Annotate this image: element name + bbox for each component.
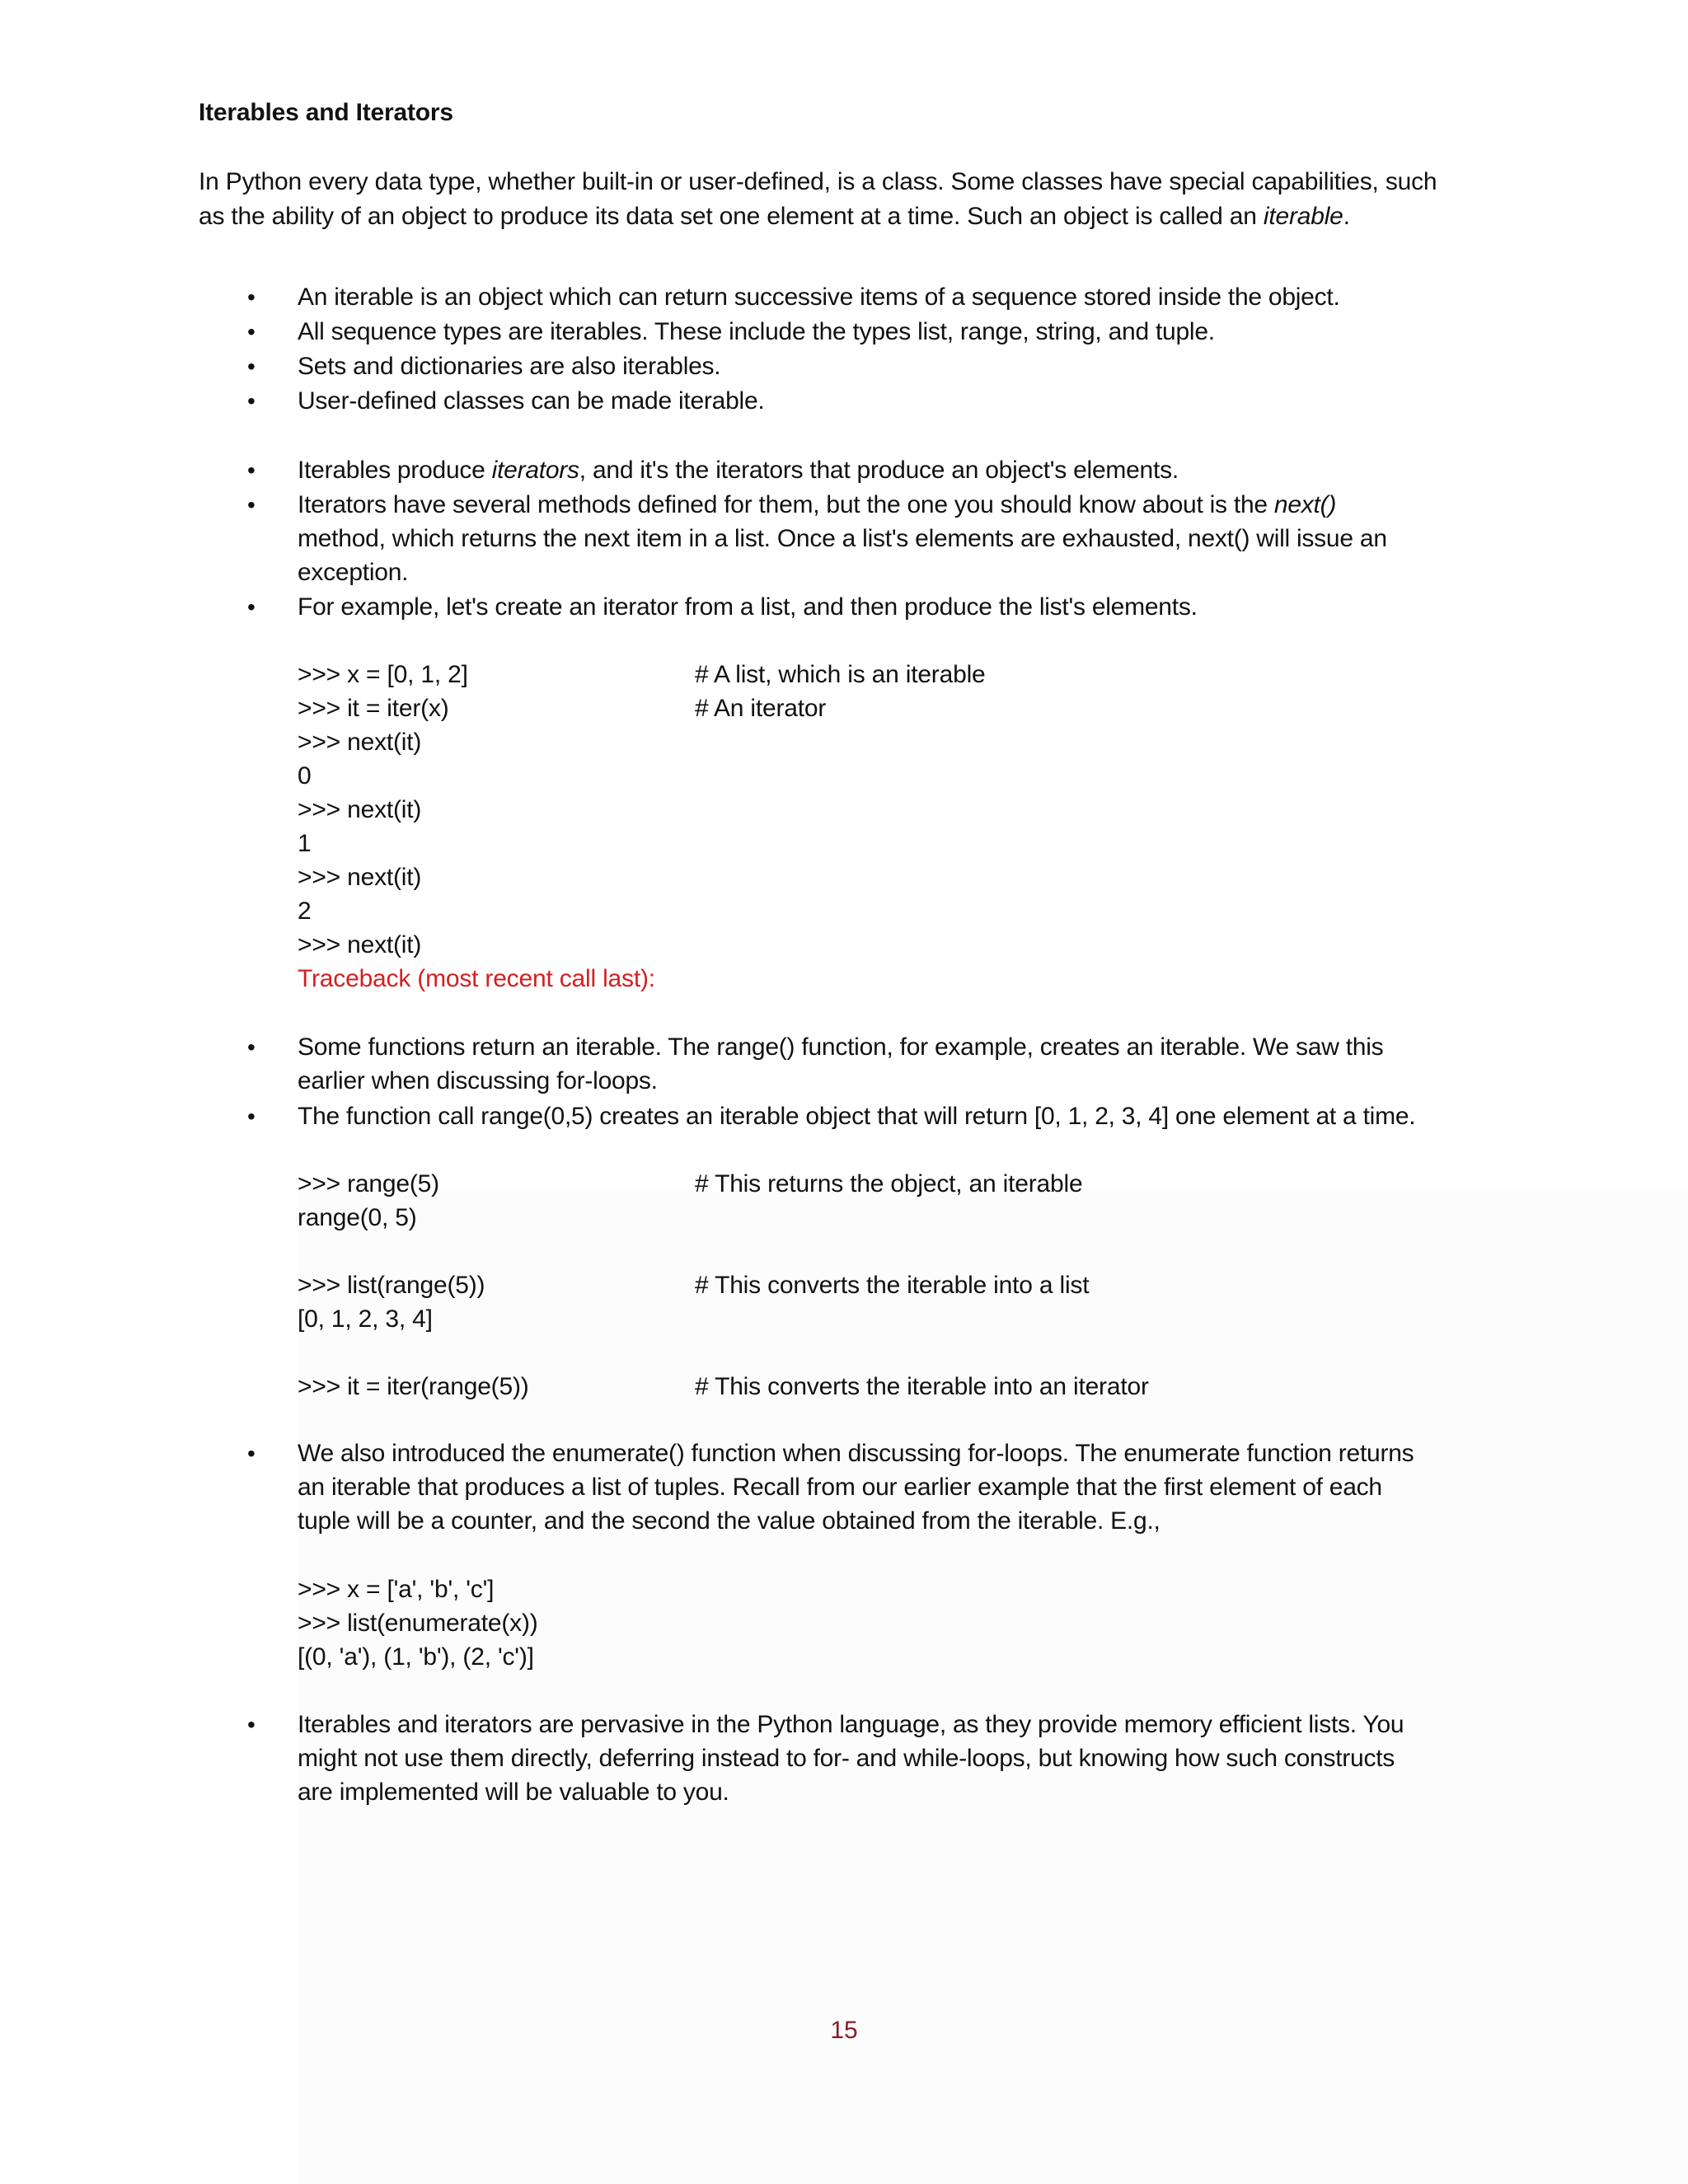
code-block-iter-range — [298, 1370, 1149, 1404]
list-item-text: The function call range(0,5) creates an iterable object that will return [0, 1, 2, 3, 4] one element at a time. — [298, 1103, 1416, 1130]
list-item-line-2: might not use them directly, deferring instead to for- and while-loops, but knowing how such constructs — [298, 1745, 1395, 1772]
code-comment: # This converts the iterable into a list — [695, 1272, 1090, 1299]
code-output: 0 — [298, 762, 312, 790]
code-output: [(0, 'a'), (1, 'b'), (2, 'c')] — [298, 1643, 534, 1671]
list-item-line-3: tuple will be a counter, and the second the value obtained from the iterable. E.g., — [298, 1507, 1160, 1535]
intro-line-2-text: as the ability of an object to produce its data set one element at a time. Such an object is called an — [199, 203, 1264, 230]
code-line — [298, 860, 655, 894]
code-line — [298, 793, 655, 827]
list-item-text — [298, 453, 1509, 487]
traceback-line: Traceback (most recent call last): — [298, 965, 655, 992]
code-line — [298, 658, 986, 691]
code-line — [298, 928, 655, 962]
code-line — [298, 725, 655, 759]
code-text: >>> it = iter(x) — [298, 695, 449, 722]
code-block-iterator-example — [298, 658, 986, 996]
list-item-text: User-defined classes can be made iterable. — [298, 387, 765, 415]
intro-line-2-end: . — [1343, 203, 1350, 230]
next-method-term: next() — [1273, 491, 1337, 518]
list-item-line-3: are implemented will be valuable to you. — [298, 1779, 729, 1806]
list-item — [247, 1030, 1509, 1098]
bullet-marker: • — [247, 594, 256, 620]
list-item-text-part: , and it's the iterators that produce an object's elements. — [579, 457, 1179, 484]
iterators-term: iterators — [491, 457, 579, 484]
code-text: >>> range(5) — [298, 1170, 439, 1197]
code-line — [298, 1370, 1149, 1404]
list-item-text-part: Iterables produce — [298, 457, 492, 484]
list-item-line-2: earlier when discussing for-loops. — [298, 1067, 658, 1094]
list-item — [247, 280, 1509, 314]
bullet-marker: • — [247, 492, 256, 518]
list-item-line-3: exception. — [298, 559, 409, 586]
page-shading — [298, 1191, 1688, 2184]
list-item — [247, 590, 1509, 624]
list-item-line-1: We also introduced the enumerate() function when discussing for-loops. The enumerate function returns — [298, 1440, 1414, 1467]
list-item-line-1: Some functions return an iterable. The range() function, for example, creates an iterable. We saw this — [298, 1033, 1384, 1061]
code-text: >>> it = iter(range(5)) — [298, 1373, 529, 1400]
code-block-list-range — [298, 1268, 1090, 1336]
list-item — [247, 488, 1509, 589]
list-item-line-2: method, which returns the next item in a list. Once a list's elements are exhausted, next() will issue an — [298, 525, 1387, 552]
code-line — [298, 1302, 485, 1336]
code-line — [298, 1201, 439, 1235]
intro-line-2 — [199, 199, 1550, 234]
code-text: >>> next(it) — [298, 864, 422, 891]
list-item — [247, 315, 1509, 349]
code-line: >>> list(enumerate(x)) — [298, 1610, 538, 1637]
list-item-line-1 — [298, 488, 1509, 522]
intro-iterable-term: iterable — [1263, 203, 1343, 230]
bullet-marker: • — [247, 1034, 256, 1060]
code-comment: # A list, which is an iterable — [695, 661, 986, 688]
code-block-range — [298, 1167, 1083, 1235]
list-item — [247, 349, 1509, 383]
bullet-marker: • — [247, 1441, 256, 1466]
bullet-marker: • — [247, 1712, 256, 1737]
list-item — [247, 453, 1509, 487]
list-item-text: Sets and dictionaries are also iterables. — [298, 353, 721, 380]
list-item — [247, 384, 1509, 418]
list-item-line-1: Iterables and iterators are pervasive in the Python language, as they provide memory efficient lists. You — [298, 1711, 1404, 1738]
code-text: >>> next(it) — [298, 796, 422, 823]
code-output: range(0, 5) — [298, 1204, 417, 1231]
list-item — [247, 1099, 1509, 1133]
code-line: >>> x = ['a', 'b', 'c'] — [298, 1576, 495, 1603]
code-text: >>> x = [0, 1, 2] — [298, 661, 468, 688]
code-comment: # This converts the iterable into an iterator — [695, 1373, 1149, 1400]
code-comment: # An iterator — [695, 695, 827, 722]
code-line — [298, 894, 655, 928]
code-text: >>> list(range(5)) — [298, 1272, 485, 1299]
page-number: 15 — [830, 2017, 858, 2044]
section-title: Iterables and Iterators — [199, 99, 453, 126]
code-line — [298, 827, 655, 860]
code-output: 2 — [298, 898, 312, 925]
intro-line-1: In Python every data type, whether built-in or user-defined, is a class. Some classes have special capabilities, such — [199, 168, 1437, 195]
list-item-text: For example, let's create an iterator from a list, and then produce the list's elements. — [298, 593, 1198, 621]
list-item-text-part: Iterators have several methods defined for them, but the one you should know about is the — [298, 491, 1274, 518]
bullet-marker: • — [247, 319, 256, 344]
bullet-marker: • — [247, 1104, 256, 1129]
code-line — [298, 1268, 1090, 1302]
code-block-enumerate — [298, 1572, 538, 1674]
bullet-marker: • — [247, 354, 256, 379]
list-item-text: All sequence types are iterables. These include the types list, range, string, and tuple. — [298, 318, 1215, 345]
code-line — [298, 759, 655, 793]
bullet-marker: • — [247, 457, 256, 483]
list-item-text: An iterable is an object which can return successive items of a sequence stored inside the object. — [298, 284, 1340, 311]
code-output: 1 — [298, 830, 312, 857]
code-text: >>> next(it) — [298, 729, 422, 756]
code-comment: # This returns the object, an iterable — [695, 1170, 1083, 1197]
list-item — [247, 1708, 1509, 1809]
list-item — [247, 1436, 1509, 1538]
bullet-marker: • — [247, 284, 256, 310]
code-text: >>> next(it) — [298, 931, 422, 958]
bullet-marker: • — [247, 388, 256, 414]
list-item-line-2: an iterable that produces a list of tuples. Recall from our earlier example that the first element of each — [298, 1474, 1382, 1501]
code-line — [298, 691, 827, 725]
code-output: [0, 1, 2, 3, 4] — [298, 1305, 433, 1333]
code-line — [298, 1167, 1083, 1201]
intro-paragraph — [199, 165, 1550, 234]
